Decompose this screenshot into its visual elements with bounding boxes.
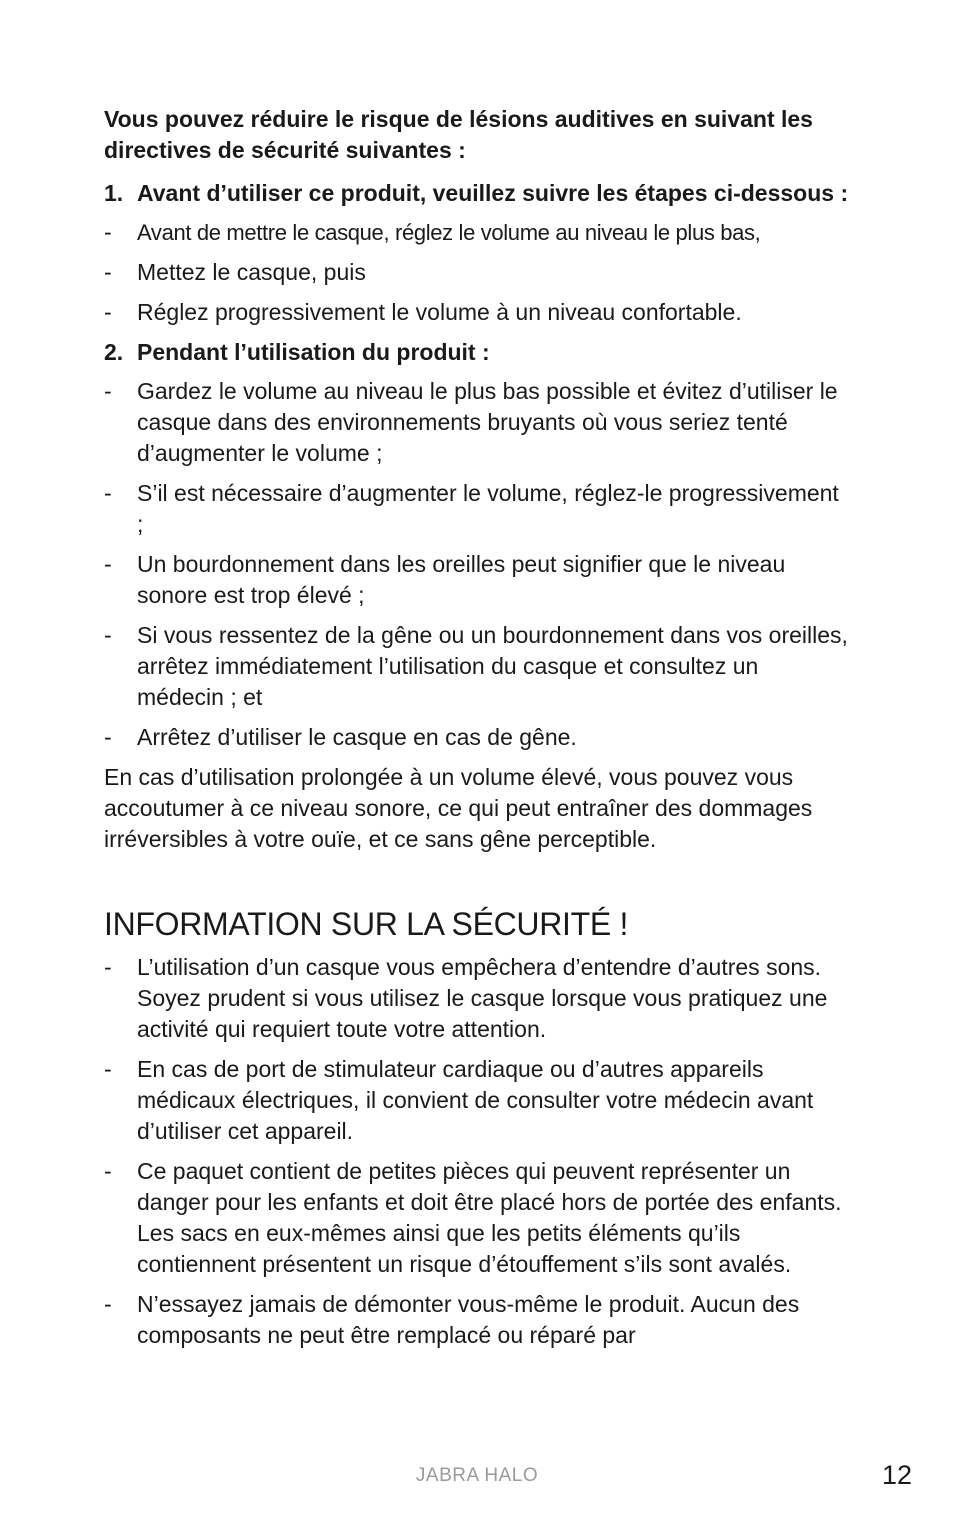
- dash-bullet: -: [104, 1291, 112, 1317]
- dash-bullet: -: [104, 299, 112, 325]
- list-item: [104, 722, 849, 753]
- list-item-text: Avant de mettre le casque, réglez le volume au niveau le plus bas,: [137, 220, 761, 245]
- dash-bullet: -: [104, 480, 112, 506]
- page-number: 12: [881, 1460, 912, 1490]
- step-number: 1.: [104, 180, 124, 206]
- dash-bullet: -: [104, 259, 112, 285]
- step-text: Pendant l’utilisation du produit :: [137, 339, 490, 365]
- warning-paragraph: En cas d’utilisation prolongée à un volume élevé, vous pouvez vous accoutumer à ce niveau sonore, ce qui peut entraîner des dommages irréversibles à votre ouïe, et ce sans gêne perceptible.: [104, 764, 813, 852]
- step-2-heading: [104, 337, 849, 368]
- dash-bullet: -: [104, 378, 112, 404]
- dash-bullet: -: [104, 622, 112, 648]
- intro-text: Vous pouvez réduire le risque de lésions auditives en suivant les directives de sécurité suivantes :: [104, 106, 813, 163]
- dash-bullet: -: [104, 954, 112, 980]
- list-item-text: S’il est nécessaire d’augmenter le volume, réglez-le progressivement ;: [137, 480, 839, 537]
- list-item: [104, 297, 849, 328]
- list-item-text: Si vous ressentez de la gêne ou un bourdonnement dans vos oreilles, arrêtez immédiatement l’utilisation du casque et consultez un médecin ; et: [137, 622, 848, 710]
- list-item: [104, 1289, 849, 1351]
- list-item-text: Ce paquet contient de petites pièces qui peuvent représenter un danger pour les enfants et doit être placé hors de portée des enfants. Les sacs en eux-mêmes ainsi que les petits éléments qu’ils contiennent présentent un risque d’étouffement s’ils sont avalés.: [137, 1158, 842, 1277]
- list-item: [104, 620, 849, 713]
- list-item-text: Réglez progressivement le volume à un niveau confortable.: [137, 299, 742, 325]
- list-item-text: Mettez le casque, puis: [137, 259, 366, 285]
- dash-bullet: -: [104, 724, 112, 750]
- document-page: [104, 104, 849, 1360]
- dash-bullet: -: [104, 1056, 112, 1082]
- list-item: [104, 257, 849, 288]
- list-item: [104, 1054, 849, 1147]
- list-item: [104, 952, 849, 1045]
- safety-heading: INFORMATION SUR LA SÉCURITÉ !: [104, 906, 629, 942]
- list-item-text: L’utilisation d’un casque vous empêchera d’entendre d’autres sons. Soyez prudent si vous utilisez le casque lorsque vous pratiquez une activité qui requiert toute votre attention.: [137, 954, 828, 1042]
- list-item: [104, 549, 849, 611]
- list-item: [104, 1156, 849, 1280]
- step-number: 2.: [104, 339, 124, 365]
- list-item: [104, 217, 849, 248]
- list-item-text: En cas de port de stimulateur cardiaque ou d’autres appareils médicaux électriques, il convient de consulter votre médecin avant d’utiliser cet appareil.: [137, 1056, 814, 1144]
- dash-bullet: -: [104, 1158, 112, 1184]
- dash-bullet: -: [104, 551, 112, 577]
- dash-bullet: -: [104, 219, 112, 245]
- list-item: [104, 478, 849, 540]
- list-item-text: Gardez le volume au niveau le plus bas possible et évitez d’utiliser le casque dans des environnements bruyants où vous seriez tenté d’augmenter le volume ;: [137, 378, 838, 466]
- step-text: Avant d’utiliser ce produit, veuillez suivre les étapes ci-dessous :: [137, 180, 849, 206]
- list-item-text: N’essayez jamais de démonter vous-même le produit. Aucun des composants ne peut être remplacé ou réparé par: [137, 1291, 800, 1348]
- footer-brand: JABRA HALO: [415, 1465, 539, 1486]
- list-item: [104, 376, 849, 469]
- step-1-heading: [104, 178, 849, 209]
- list-item-text: Un bourdonnement dans les oreilles peut signifier que le niveau sonore est trop élevé ;: [137, 551, 786, 608]
- list-item-text: Arrêtez d’utiliser le casque en cas de gêne.: [137, 724, 577, 750]
